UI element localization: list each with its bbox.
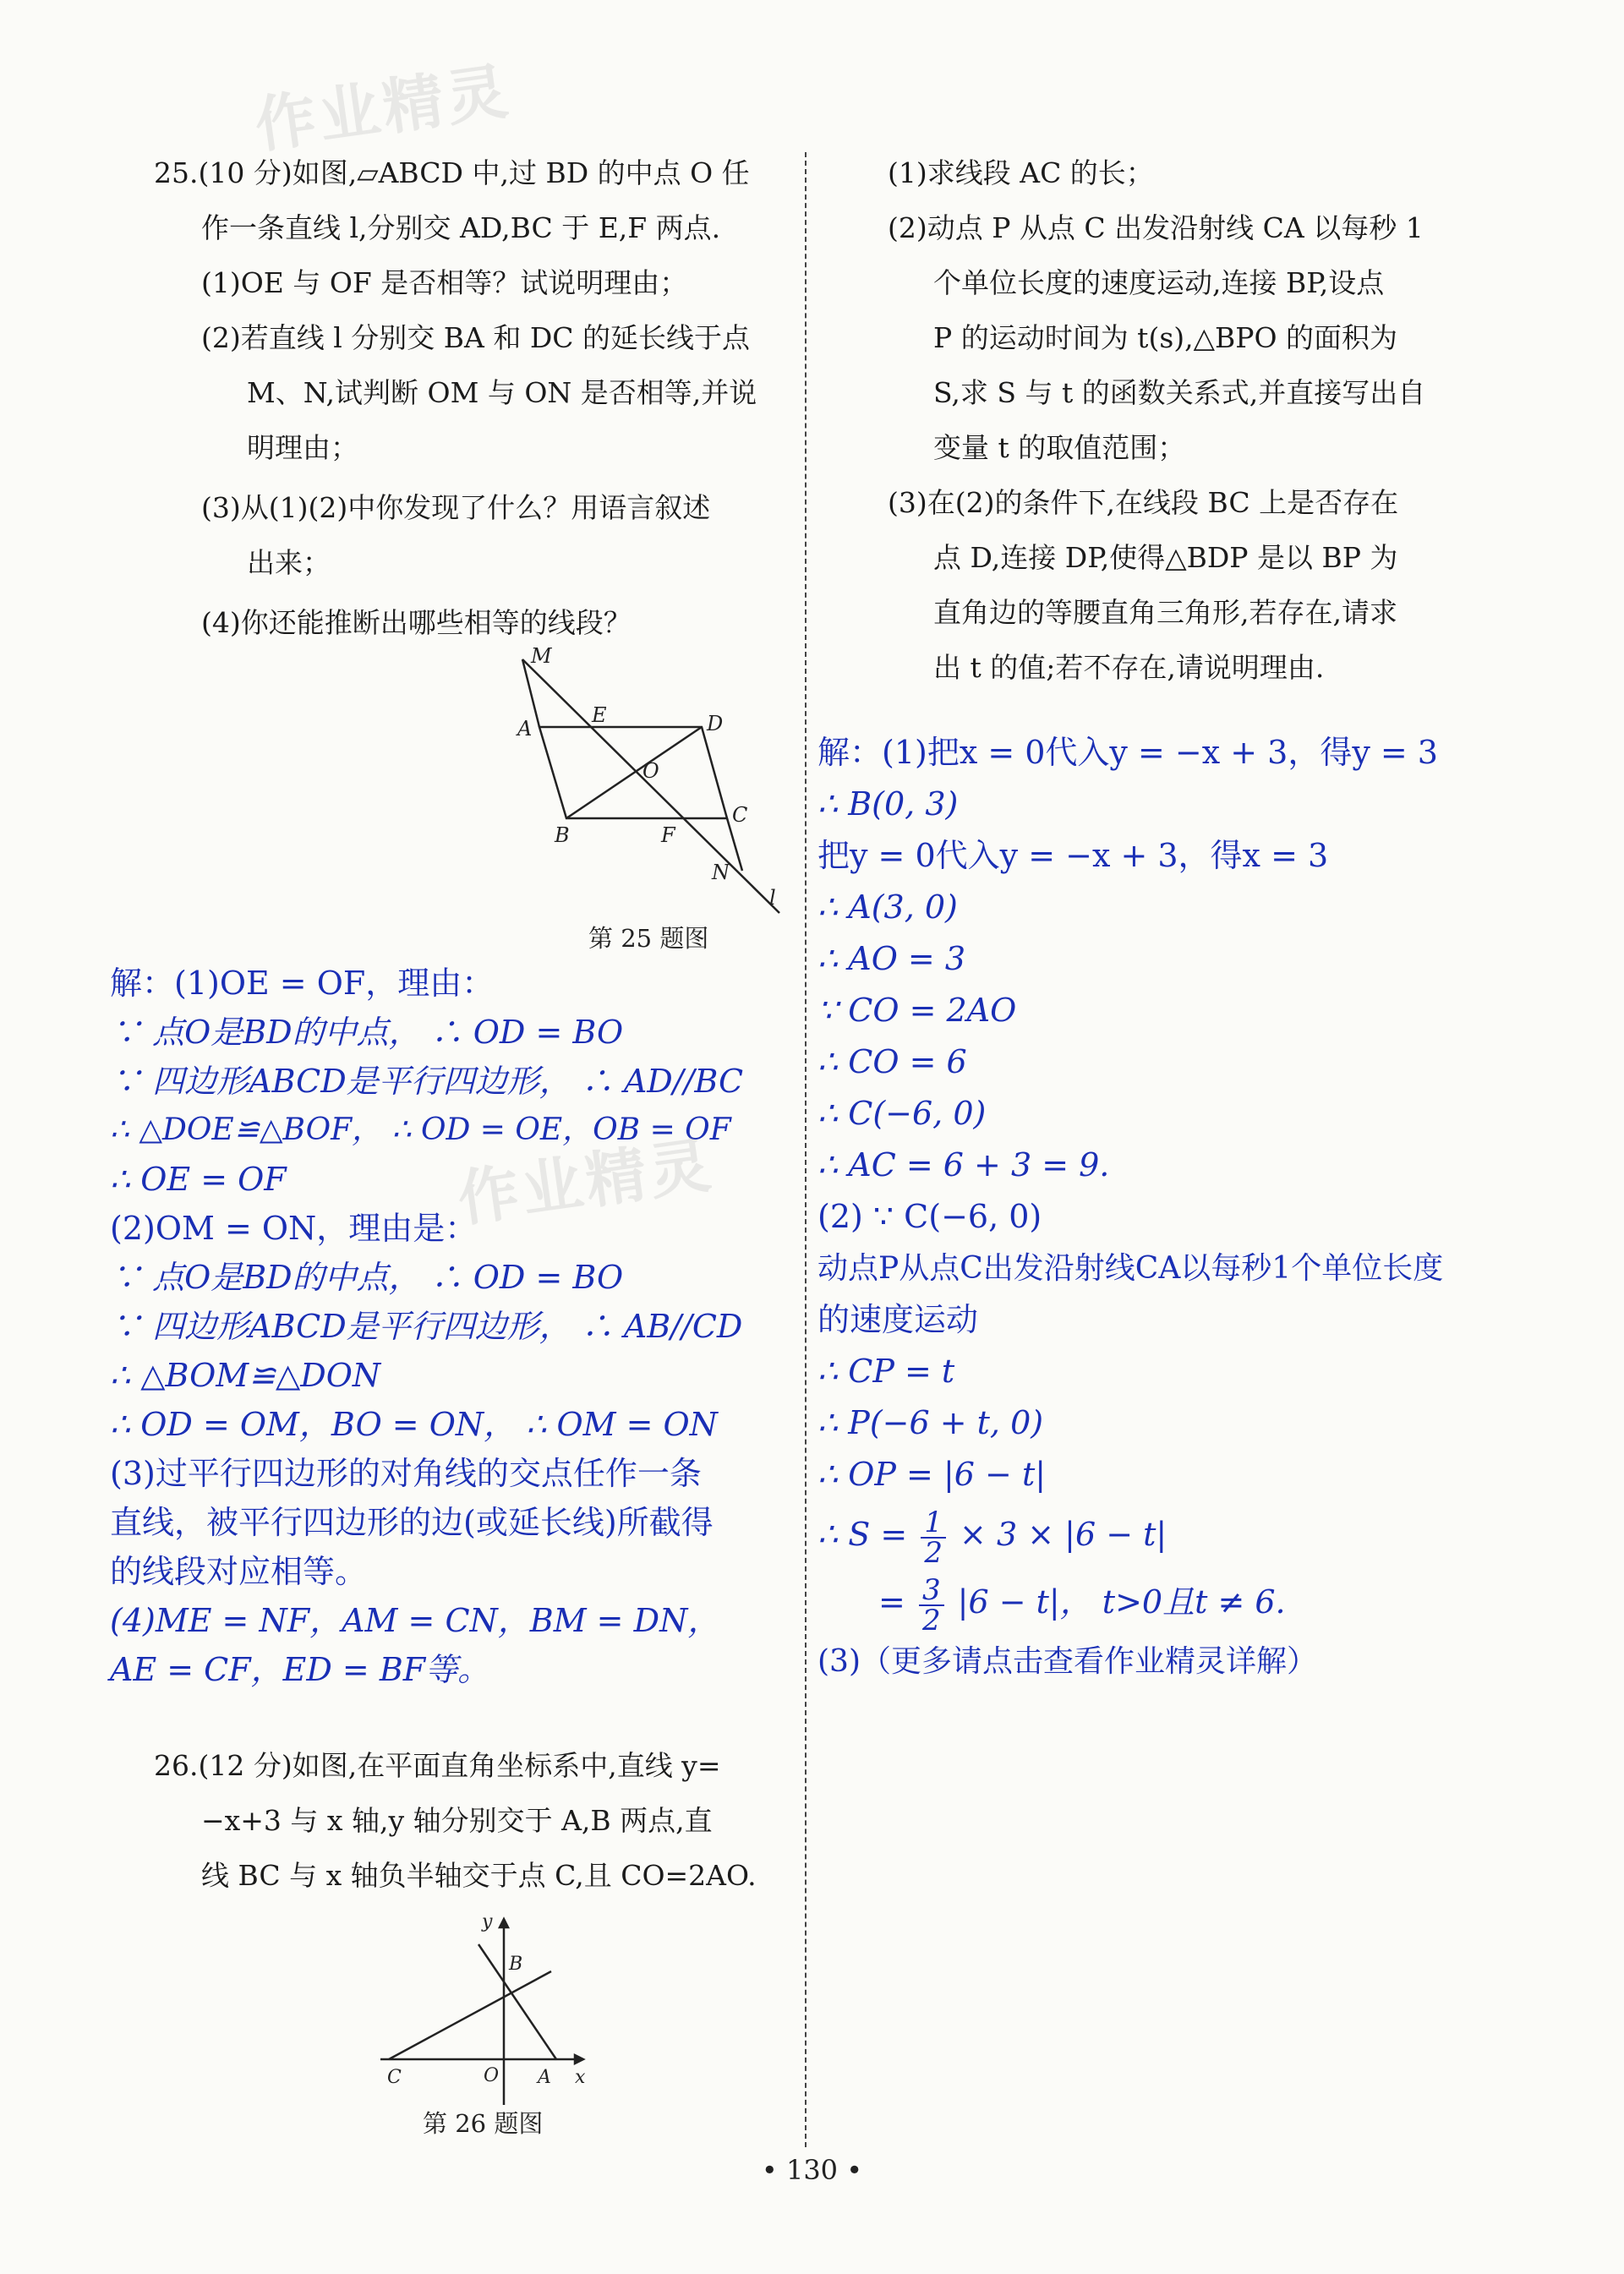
question-26-parts <box>888 145 1425 695</box>
a25-line: ∵ 点O是BD的中点， ∴ OD = BO <box>110 1014 624 1051</box>
q25-line: (3)从(1)(2)中你发现了什么？用语言叙述 <box>201 491 711 524</box>
a26-line: (2) ∵ C(−6, 0) <box>817 1198 1042 1235</box>
a25-line: ∵ 四边形ABCD是平行四边形， ∴ AB//CD <box>110 1308 743 1345</box>
right-column <box>807 0 1624 2274</box>
a25-line: ∵ 点O是BD的中点， ∴ OD = BO <box>110 1259 624 1296</box>
question-25 <box>154 145 757 650</box>
label-O: O <box>484 2065 500 2086</box>
q26-part-line: 个单位长度的速度运动,连接 BP,设点 <box>933 266 1385 299</box>
label-A: A <box>538 2067 551 2088</box>
q25-line: 25.(10 分)如图,▱ABCD 中,过 BD 的中点 O 任 <box>154 156 750 189</box>
label-F: F <box>661 823 675 847</box>
a26-line: ∴ P(−6 + t, 0) <box>817 1404 1044 1441</box>
a25-line: ∵ 四边形ABCD是平行四边形， ∴ AD//BC <box>110 1063 744 1100</box>
q25-line: M、N,试判断 OM 与 ON 是否相等,并说 <box>247 376 757 409</box>
watermark: 作业精灵 <box>453 1129 719 1235</box>
q25-line: 明理由； <box>247 431 358 464</box>
q26-part-line: (3)在(2)的条件下,在线段 BC 上是否存在 <box>888 486 1399 519</box>
a26-formula-s2 <box>817 1568 1443 1636</box>
a26-line: 解：(1)把x = 0代入y = −x + 3，得y = 3 <box>817 734 1438 771</box>
q25-line: 出来； <box>247 546 331 579</box>
frac-numerator: 3 <box>919 1576 944 1606</box>
q25-line: (1)OE 与 OF 是否相等？试说明理由； <box>201 266 688 299</box>
figure-25 <box>499 642 786 921</box>
a26-line: ∴ OP = |6 − t| <box>817 1456 1047 1493</box>
q25-line: (2)若直线 l 分别交 BA 和 DC 的延长线于点 <box>201 321 751 354</box>
label-B: B <box>509 1954 523 1975</box>
q26-line: 26.(12 分)如图,在平面直角坐标系中,直线 y= <box>154 1749 721 1782</box>
a26-line: ∴ A(3, 0) <box>817 888 958 926</box>
q26-part-line: (1)求线段 AC 的长； <box>888 156 1154 189</box>
a25-line: 解：(1)OE = OF，理由： <box>110 965 495 1002</box>
q26-part-line: S,求 S 与 t 的函数关系式,并直接写出自 <box>933 376 1426 409</box>
a25-line: ∴ OE = OF <box>110 1161 287 1198</box>
axis-x-label: x <box>575 2067 586 2088</box>
a26-line: ∴ AO = 3 <box>817 940 966 977</box>
s2-rest: |6 − t|， t>0且t ≠ 6. <box>957 1583 1286 1621</box>
q26-part-line: 直角边的等腰直角三角形,若存在,请求 <box>933 596 1397 629</box>
s-rest: × 3 × |6 − t| <box>960 1516 1167 1553</box>
label-l: l <box>769 886 776 910</box>
label-A: A <box>517 717 533 741</box>
a26-line: 动点P从点C出发沿射线CA以每秒1个单位长度 <box>817 1251 1444 1286</box>
label-B: B <box>555 823 570 847</box>
frac-denominator: 2 <box>924 1535 943 1570</box>
a25-line: ∴ OD = OM，BO = ON， ∴ OM = ON <box>110 1406 718 1443</box>
a25-line: ∴ △BOM≌△DON <box>110 1357 381 1394</box>
a26-line: ∴ C(−6, 0) <box>817 1095 987 1132</box>
frac-denominator: 2 <box>921 1603 941 1637</box>
a26-line: ∴ CO = 6 <box>817 1043 967 1080</box>
q25-line: (4)你还能推断出哪些相等的线段？ <box>201 606 632 639</box>
label-O: O <box>642 759 659 783</box>
a25-line: (4)ME = NF，AM = CN，BM = DN， <box>110 1602 720 1639</box>
q26-line: 线 BC 与 x 轴负半轴交于点 C,且 CO=2AO. <box>201 1859 757 1892</box>
label-M: M <box>531 644 552 668</box>
s-prefix: ∴ S = <box>817 1516 908 1553</box>
a26-part3-link[interactable]: (3)（更多请点击查看作业精灵详解） <box>817 1644 1317 1679</box>
watermark: 作业精灵 <box>250 55 516 161</box>
a25-line: 直线，被平行四边形的边(或延长线)所截得 <box>110 1504 714 1541</box>
a26-line: 把y = 0代入y = −x + 3，得x = 3 <box>817 837 1329 874</box>
page-number: • 130 • <box>761 2154 863 2186</box>
a26-line: ∴ B(0, 3) <box>817 785 959 823</box>
s2-prefix: = <box>878 1583 905 1621</box>
figure-25-caption: 第 25 题图 <box>588 924 709 953</box>
a26-line: ∴ AC = 6 + 3 = 9. <box>817 1146 1110 1183</box>
label-D: D <box>707 712 724 735</box>
a25-line: (3)过平行四边形的对角线的交点任作一条 <box>110 1455 702 1492</box>
q26-part-line: P 的运动时间为 t(s),△BPO 的面积为 <box>933 321 1397 354</box>
figure-26-caption: 第 26 题图 <box>423 2109 544 2138</box>
q26-part-line: 变量 t 的取值范围； <box>933 431 1186 464</box>
answer-25 <box>110 959 743 1694</box>
label-C: C <box>732 803 748 827</box>
frac-numerator: 1 <box>921 1508 946 1539</box>
fraction-three-halves <box>919 1572 944 1637</box>
a26-line: ∵ CO = 2AO <box>817 992 1017 1029</box>
column-divider <box>805 152 807 2147</box>
a25-line: (2)OM = ON，理由是： <box>110 1210 478 1247</box>
axis-y-label: y <box>482 1911 493 1932</box>
label-E: E <box>592 703 607 727</box>
label-C: C <box>387 2067 402 2088</box>
a25-line: 的线段对应相等。 <box>110 1553 368 1590</box>
q25-line: 作一条直线 l,分别交 AD,BC 于 E,F 两点. <box>201 211 721 244</box>
a25-line: ∴ △DOE≌△BOF， ∴ OD = OE，OB = OF <box>110 1112 731 1147</box>
q26-line: −x+3 与 x 轴,y 轴分别交于 A,B 两点,直 <box>201 1804 713 1837</box>
a26-formula-s <box>817 1501 1443 1568</box>
q26-part-line: 点 D,连接 DP,使得△BDP 是以 BP 为 <box>933 541 1398 574</box>
label-N: N <box>712 861 730 884</box>
a26-line: ∴ CP = t <box>817 1353 955 1390</box>
q26-part-line: (2)动点 P 从点 C 出发沿射线 CA 以每秒 1 <box>888 211 1424 244</box>
q26-part-line: 出 t 的值;若不存在,请说明理由. <box>933 651 1325 684</box>
question-26 <box>154 1738 757 1903</box>
figure-26 <box>372 1910 600 2113</box>
a25-line: AE = CF，ED = BF等。 <box>110 1651 490 1688</box>
answer-26 <box>817 727 1443 1687</box>
a26-line: 的速度运动 <box>817 1301 979 1338</box>
fraction-one-half <box>921 1505 946 1570</box>
